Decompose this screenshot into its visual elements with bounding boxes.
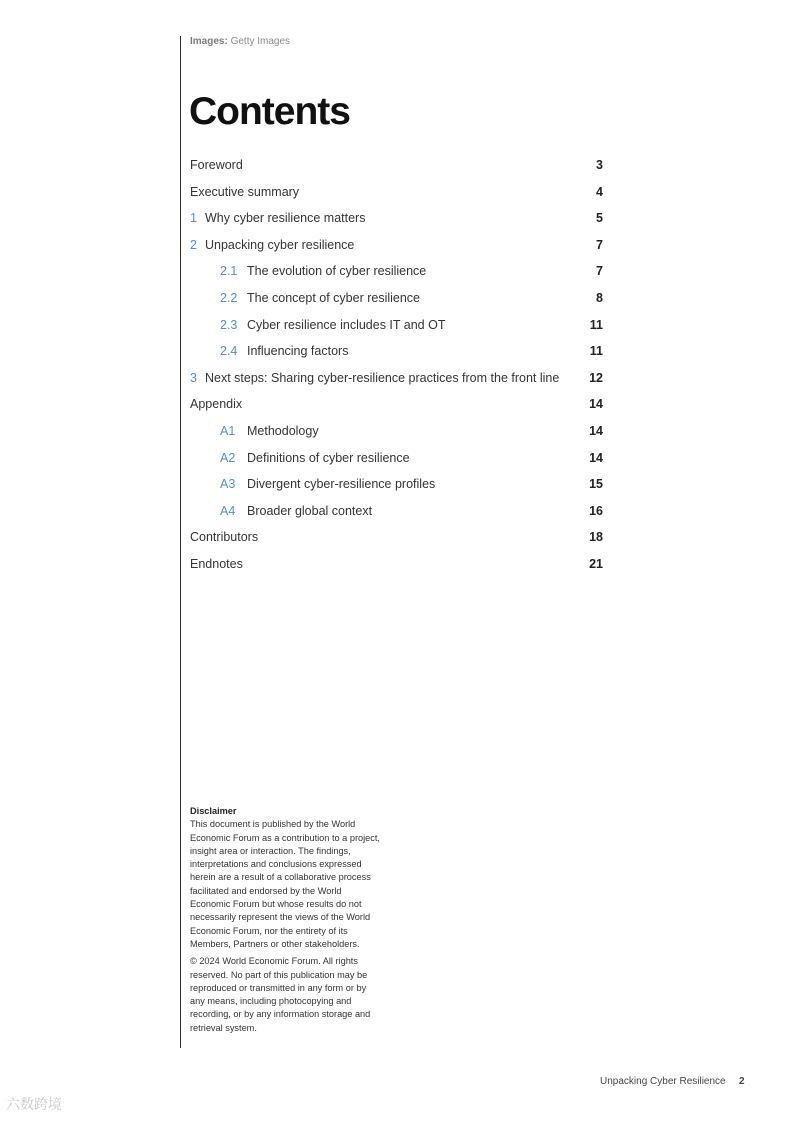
image-credit <box>190 36 290 47</box>
toc-entry-page: 11 <box>589 317 603 332</box>
toc-entry-section-2[interactable] <box>190 235 603 255</box>
toc-entry-label: Contributors <box>190 530 259 545</box>
toc-entry-label: Endnotes <box>190 557 243 571</box>
toc-entry-appendix-a4[interactable] <box>190 501 603 521</box>
toc-entry-label: Executive summary <box>190 184 300 199</box>
toc-entry-label: Divergent cyber-resilience profiles <box>247 477 436 492</box>
toc-entry-label: Cyber resilience includes IT and OT <box>247 317 446 332</box>
toc-entry-label: Broader global context <box>247 503 373 518</box>
toc-entry-number: A4 <box>220 503 236 518</box>
watermark: 六数跨境 <box>6 1096 62 1112</box>
toc-entry-page: 5 <box>596 211 603 226</box>
toc-entry-section-2-4[interactable] <box>190 341 603 361</box>
toc-entry-label: Appendix <box>190 397 243 412</box>
toc-entry-page: 4 <box>596 184 603 199</box>
toc-entry-label: Next steps: Sharing cyber-resilience practices from the front line <box>205 370 560 385</box>
toc-entry-appendix-a3[interactable] <box>190 474 603 494</box>
disclaimer-heading: Disclaimer <box>190 806 237 816</box>
toc-entry-foreword[interactable] <box>190 155 603 175</box>
toc-entry-label: Influencing factors <box>247 344 349 359</box>
toc-entry-page: 14 <box>589 397 603 412</box>
toc-entry-page: 3 <box>596 158 603 172</box>
toc-entry-page: 7 <box>596 264 603 279</box>
toc-entry-label: Why cyber resilience matters <box>205 211 366 226</box>
disclaimer-body: This document is published by the World Economic Forum as a contribution to a project, insight area or interaction. The findings, interpretations and conclusions expressed herein are a result of a collaborative process facilitated and endorsed by the World Economic Forum but whose results do not necessarily represent the views of the World Economic Forum, nor the entirety of its Members, Partners or other stakeholders. <box>190 819 380 949</box>
toc-entry-executive-summary[interactable] <box>190 182 603 202</box>
image-credit-source: Getty Images <box>230 36 291 47</box>
toc-entry-number: 2.2 <box>220 291 238 305</box>
toc-entry-number: 1 <box>190 211 197 226</box>
toc-entry-page: 21 <box>589 557 603 571</box>
image-credit-label: Images: <box>190 36 228 47</box>
toc-entry-section-2-3[interactable] <box>190 315 603 335</box>
toc-entry-label: Definitions of cyber resilience <box>247 450 410 465</box>
toc-entry-section-3[interactable] <box>190 368 603 388</box>
toc-entry-appendix-a1[interactable] <box>190 421 603 441</box>
toc-entry-page: 12 <box>589 370 603 385</box>
toc-entry-label: Unpacking cyber resilience <box>205 237 355 252</box>
toc-entry-label: The concept of cyber resilience <box>247 291 421 305</box>
vertical-rule <box>180 36 181 1048</box>
page-title: Contents <box>189 90 350 133</box>
toc-entry-section-2-2[interactable] <box>190 288 603 308</box>
toc-entry-number: A2 <box>220 450 236 465</box>
toc-entry-label: Foreword <box>190 158 243 172</box>
footer-document-title: Unpacking Cyber Resilience <box>600 1076 726 1087</box>
toc-entry-page: 14 <box>589 424 603 438</box>
copyright-notice: © 2024 World Economic Forum. All rights reserved. No part of this publication may be reproduced or transmitted in any form or by any means, including photocopying and recording, or by any information storage and retrieval system. <box>190 956 371 1033</box>
toc-entry-contributors[interactable] <box>190 527 603 547</box>
toc-entry-page: 18 <box>589 530 603 545</box>
toc-entry-number: 3 <box>190 370 197 385</box>
toc-entry-number: A3 <box>220 477 236 492</box>
toc-entry-endnotes[interactable] <box>190 554 603 574</box>
toc-entry-section-2-1[interactable] <box>190 261 603 281</box>
toc-entry-number: A1 <box>220 424 236 438</box>
toc-entry-section-1[interactable] <box>190 208 603 228</box>
toc-entry-label: The evolution of cyber resilience <box>247 264 427 279</box>
toc-entry-page: 11 <box>589 344 603 359</box>
toc-entry-page: 7 <box>596 237 603 252</box>
toc-entry-page: 15 <box>589 477 603 492</box>
disclaimer <box>190 805 380 1035</box>
toc-entry-appendix[interactable] <box>190 394 603 414</box>
toc-entry-number: 2.1 <box>220 264 238 279</box>
toc-entry-label: Methodology <box>247 424 319 438</box>
footer-page-number: 2 <box>739 1076 745 1087</box>
toc-entry-number: 2.4 <box>220 344 238 359</box>
toc-entry-page: 14 <box>589 450 603 465</box>
toc-entry-number: 2.3 <box>220 317 238 332</box>
toc-entry-page: 16 <box>589 503 603 518</box>
toc-entry-appendix-a2[interactable] <box>190 448 603 468</box>
toc-entry-number: 2 <box>190 237 197 252</box>
toc-entry-page: 8 <box>596 291 603 305</box>
